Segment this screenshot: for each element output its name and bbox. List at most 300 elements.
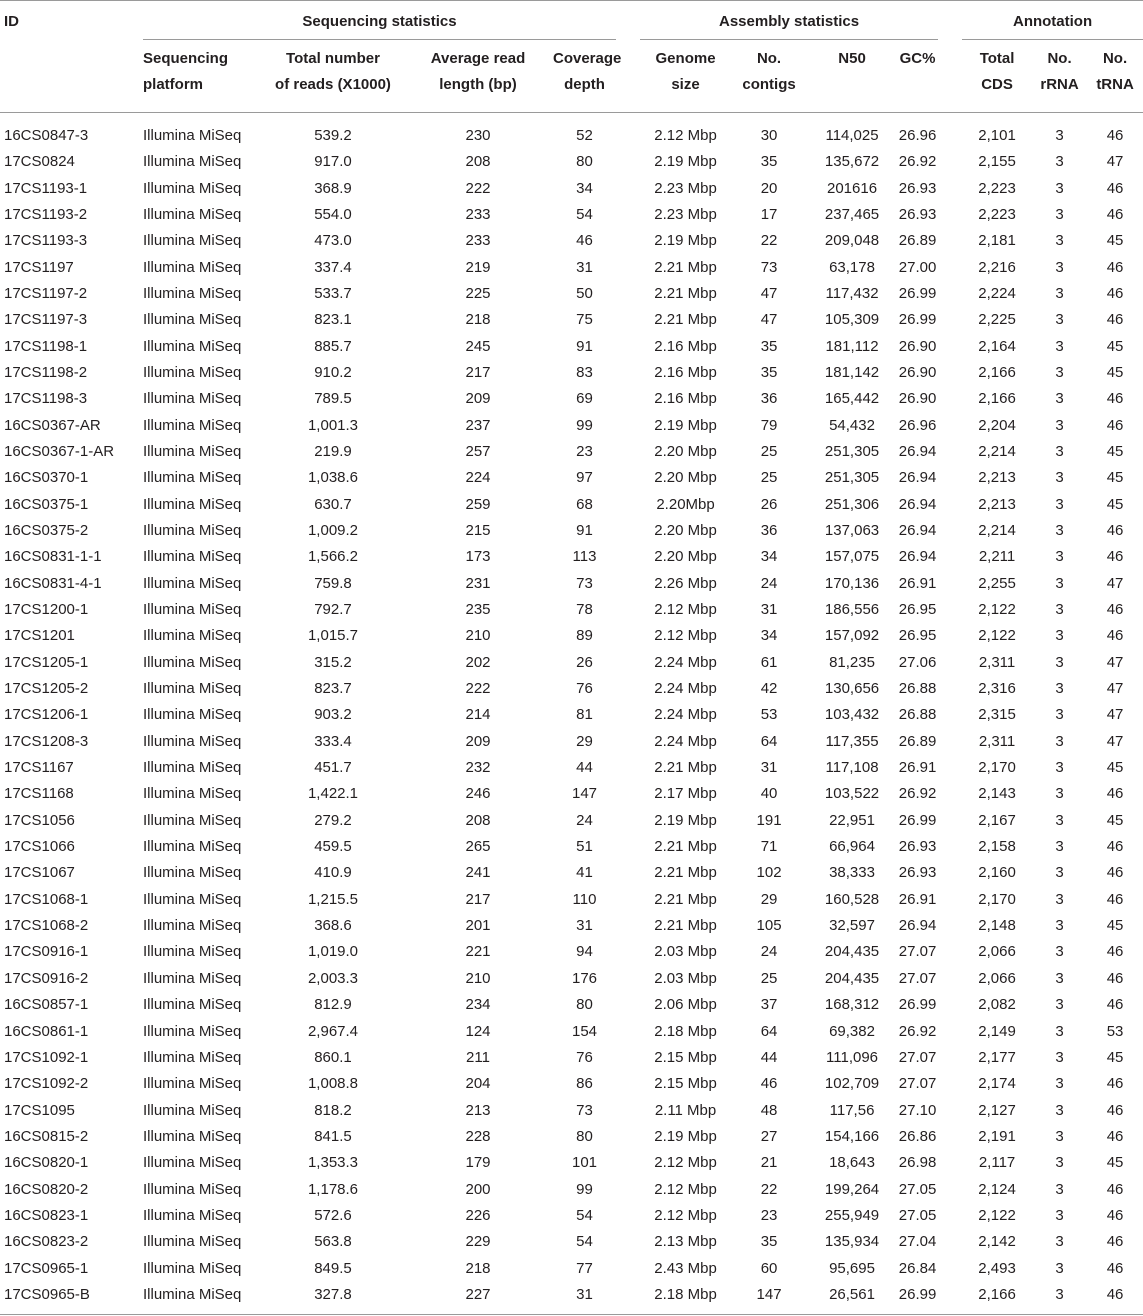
cell-id: 17CS0824: [4, 153, 75, 171]
cell-total-reads: 885.7: [314, 337, 352, 355]
cell-average-read-length: 204: [465, 1075, 491, 1093]
cell-average-read-length: 211: [466, 1048, 490, 1066]
table-row: [0, 807, 1143, 833]
cell-average-read-length: 237: [465, 416, 491, 434]
cell-gc-percent: 26.93: [898, 838, 937, 856]
cell-genome-size: 2.19 Mbp: [654, 153, 717, 171]
cell-gc-percent: 27.07: [898, 1075, 937, 1093]
cell-no-trna: 46: [1106, 416, 1124, 434]
cell-no-rrna: 3: [1055, 785, 1064, 803]
cell-no-trna: 46: [1106, 1101, 1124, 1119]
cell-coverage-depth: 31: [553, 1281, 640, 1314]
cell-average-read-length: 218: [465, 1259, 491, 1277]
cell-average-read-length: 228: [465, 1127, 491, 1145]
cell-total-reads: 1,353.3: [307, 1154, 359, 1172]
cell-average-read-length: 222: [465, 179, 491, 197]
cell-id: 17CS1197: [4, 258, 74, 276]
cell-id: 17CS1205-1: [4, 653, 89, 671]
cell-no-trna: 46: [1106, 205, 1124, 223]
column-header-sequencing-platform: Sequencing platform: [143, 40, 263, 112]
table-row: [0, 491, 1143, 517]
cell-genome-size: 2.03 Mbp: [654, 943, 717, 961]
cell-id: 16CS0823-2: [4, 1233, 89, 1251]
cell-no-trna: 46: [1106, 627, 1124, 645]
table-row: [0, 992, 1143, 1018]
cell-total-cds: 2,166: [978, 390, 1016, 408]
cell-total-cds: 2,493: [978, 1259, 1016, 1277]
cell-sequencing-platform: Illumina MiSeq: [143, 1206, 242, 1224]
cell-total-cds: 2,216: [978, 258, 1016, 276]
id-column-header: ID: [4, 13, 19, 30]
cell-total-reads: 219.9: [314, 442, 352, 460]
cell-total-reads: 368.9: [314, 179, 352, 197]
cell-n50: 181,142: [824, 363, 880, 381]
cell-total-cds: 2,213: [978, 495, 1016, 513]
cell-n50: 237,465: [824, 205, 880, 223]
cell-total-cds: 2,225: [978, 311, 1016, 329]
cell-id: 16CS0375-2: [4, 521, 89, 539]
cell-no-contigs: 61: [760, 653, 778, 671]
cell-id: 17CS1205-2: [4, 680, 89, 698]
cell-sequencing-platform: Illumina MiSeq: [143, 969, 242, 987]
cell-genome-size: 2.18 Mbp: [654, 1022, 717, 1040]
cell-coverage-depth: 41: [576, 864, 593, 882]
cell-coverage-depth: 91: [576, 337, 593, 355]
cell-n50: 22,951: [829, 811, 875, 829]
cell-total-reads: 1,566.2: [307, 548, 359, 566]
cell-no-contigs: 35: [760, 363, 778, 381]
cell-gc-percent: 27.06: [898, 653, 937, 671]
cell-genome-size: 2.24 Mbp: [654, 653, 717, 671]
cell-genome-size: 2.20 Mbp: [654, 442, 717, 460]
cell-genome-size: 2.23 Mbp: [654, 179, 717, 197]
cell-no-trna: 46: [1106, 1075, 1124, 1093]
cell-sequencing-platform: Illumina MiSeq: [143, 574, 242, 592]
cell-average-read-length: 259: [465, 495, 491, 513]
cell-no-contigs: 46: [760, 1075, 778, 1093]
cell-total-reads: 1,008.8: [307, 1075, 359, 1093]
table-row: [0, 939, 1143, 965]
cell-genome-size: 2.20Mbp: [656, 495, 715, 513]
cell-average-read-length: 215: [465, 521, 491, 539]
table-row: [0, 386, 1143, 412]
cell-genome-size: 2.03 Mbp: [654, 969, 717, 987]
cell-n50: 160,528: [824, 890, 880, 908]
cell-coverage-depth: 31: [576, 258, 593, 276]
cell-id: 17CS1168: [4, 785, 74, 803]
cell-id: 17CS1068-2: [4, 917, 89, 935]
cell-sequencing-platform: Illumina MiSeq: [143, 890, 242, 908]
cell-gc-percent: 26.90: [898, 363, 937, 381]
cell-no-contigs: 24: [760, 943, 778, 961]
cell-no-rrna: 3: [1055, 811, 1064, 829]
cell-no-contigs: 64: [760, 1022, 778, 1040]
cell-total-cds: 2,117: [978, 1154, 1016, 1172]
cell-id: 16CS0857-1: [4, 996, 89, 1014]
cell-average-read-length: 265: [465, 838, 491, 856]
cell-coverage-depth: 81: [576, 706, 593, 724]
cell-genome-size: 2.11 Mbp: [654, 1101, 717, 1119]
cell-no-rrna: 3: [1055, 1233, 1064, 1251]
cell-no-rrna: 3: [1055, 232, 1064, 250]
cell-total-reads: 368.6: [314, 917, 352, 935]
cell-id: 17CS0916-2: [4, 969, 89, 987]
cell-gc-percent: 26.94: [898, 442, 937, 460]
cell-coverage-depth: 99: [576, 416, 593, 434]
cell-average-read-length: 209: [465, 732, 491, 750]
cell-no-rrna: 3: [1055, 969, 1064, 987]
cell-average-read-length: 200: [465, 1180, 491, 1198]
cell-coverage-depth: 110: [572, 890, 597, 908]
cell-no-trna: 45: [1106, 1154, 1124, 1172]
table-row: [0, 728, 1143, 754]
cell-gc-percent: 26.90: [898, 337, 937, 355]
cell-no-rrna: 3: [1055, 416, 1064, 434]
cell-no-contigs: 35: [760, 1233, 778, 1251]
cell-n50: 117,56: [829, 1101, 875, 1119]
cell-average-read-length: 224: [465, 469, 491, 487]
cell-gc-percent: 26.93: [898, 864, 937, 882]
cell-sequencing-platform: Illumina MiSeq: [143, 258, 242, 276]
cell-average-read-length: 234: [465, 996, 491, 1014]
cell-genome-size: 2.21 Mbp: [654, 864, 717, 882]
cell-gc-percent: 26.99: [897, 1281, 962, 1314]
cell-no-trna: 46: [1106, 548, 1124, 566]
cell-no-trna: 45: [1106, 759, 1124, 777]
cell-sequencing-platform: Illumina MiSeq: [143, 363, 242, 381]
group-header-row: [0, 1, 1143, 41]
cell-no-contigs: 29: [760, 890, 778, 908]
cell-sequencing-platform: Illumina MiSeq: [143, 1048, 242, 1066]
cell-n50: 255,949: [824, 1206, 880, 1224]
cell-sequencing-platform: Illumina MiSeq: [143, 1233, 242, 1251]
cell-no-trna: 46: [1106, 311, 1124, 329]
cell-sequencing-platform: Illumina MiSeq: [143, 1075, 242, 1093]
cell-coverage-depth: 29: [576, 732, 593, 750]
cell-average-read-length: 219: [465, 258, 491, 276]
cell-average-read-length: 229: [465, 1233, 491, 1251]
cell-no-rrna: 3: [1055, 838, 1064, 856]
cell-average-read-length: 218: [465, 311, 491, 329]
cell-no-contigs: 44: [760, 1048, 778, 1066]
cell-no-rrna: 3: [1055, 153, 1064, 171]
cell-n50: 165,442: [824, 390, 880, 408]
cell-id: 16CS0831-1-1: [4, 548, 102, 566]
cell-genome-size: 2.12 Mbp: [654, 601, 717, 619]
cell-no-trna: 46: [1106, 1180, 1124, 1198]
cell-no-contigs: 48: [760, 1101, 778, 1119]
cell-gc-percent: 26.91: [898, 574, 937, 592]
cell-n50: 81,235: [829, 653, 875, 671]
cell-gc-percent: 27.04: [898, 1233, 937, 1251]
cell-coverage-depth: 78: [576, 601, 593, 619]
cell-no-rrna: 3: [1055, 1101, 1064, 1119]
table-row: [0, 1150, 1143, 1176]
cell-average-read-length: 217: [465, 363, 491, 381]
cell-coverage-depth: 52: [576, 127, 593, 144]
table-row: [0, 781, 1143, 807]
cell-no-rrna: 3: [1055, 1075, 1064, 1093]
cell-total-reads: 812.9: [314, 996, 352, 1014]
cell-total-cds: 2,101: [978, 127, 1016, 144]
cell-no-rrna: 3: [1055, 127, 1064, 144]
cell-no-trna: 46: [1106, 601, 1124, 619]
cell-no-trna: 46: [1106, 1206, 1124, 1224]
cell-gc-percent: 26.94: [898, 548, 937, 566]
cell-id: 17CS1208-3: [4, 732, 89, 750]
cell-gc-percent: 26.88: [898, 680, 937, 698]
cell-no-trna: 46: [1106, 890, 1124, 908]
cell-total-reads: 327.8: [263, 1281, 403, 1314]
cell-no-trna: 47: [1106, 680, 1124, 698]
cell-total-reads: 1,038.6: [307, 469, 359, 487]
cell-total-reads: 1,009.2: [307, 521, 359, 539]
cell-gc-percent: 27.07: [898, 1048, 937, 1066]
cell-total-reads: 554.0: [314, 205, 352, 223]
cell-sequencing-platform: Illumina MiSeq: [143, 205, 242, 223]
cell-sequencing-platform: Illumina MiSeq: [143, 179, 242, 197]
cell-sequencing-platform: Illumina MiSeq: [143, 469, 242, 487]
cell-total-reads: 1,019.0: [307, 943, 359, 961]
cell-coverage-depth: 80: [576, 153, 593, 171]
cell-gc-percent: 26.89: [898, 732, 937, 750]
cell-sequencing-platform: Illumina MiSeq: [143, 1101, 242, 1119]
cell-no-rrna: 3: [1055, 1259, 1064, 1277]
cell-gc-percent: 26.93: [898, 179, 937, 197]
cell-no-rrna: 3: [1055, 1127, 1064, 1145]
cell-gc-percent: 26.92: [898, 153, 937, 171]
cell-average-read-length: 230: [465, 127, 491, 144]
column-header-average-read-length: Average read length (bp): [403, 40, 553, 112]
cell-no-trna: 45: [1106, 232, 1124, 250]
cell-total-cds: 2,122: [978, 1206, 1016, 1224]
table-row: [0, 112, 1143, 149]
cell-total-cds: 2,204: [978, 416, 1016, 434]
cell-no-trna: 46: [1106, 1259, 1124, 1277]
cell-id: 17CS1167: [4, 759, 74, 777]
cell-n50: 181,112: [825, 337, 879, 355]
cell-no-contigs: 79: [760, 416, 778, 434]
cell-sequencing-platform: Illumina MiSeq: [143, 1259, 242, 1277]
table-header: [0, 1, 1143, 113]
cell-no-trna: 46: [1106, 1233, 1124, 1251]
cell-average-read-length: 179: [465, 1154, 491, 1172]
cell-coverage-depth: 73: [576, 574, 593, 592]
cell-average-read-length: 201: [465, 917, 491, 935]
cell-total-reads: 903.2: [314, 706, 352, 724]
cell-no-contigs: 30: [760, 127, 778, 144]
cell-no-trna: 45: [1106, 442, 1124, 460]
cell-no-contigs: 31: [760, 759, 778, 777]
cell-average-read-length: 124: [465, 1022, 491, 1040]
cell-gc-percent: 26.95: [898, 601, 937, 619]
cell-coverage-depth: 54: [576, 1206, 593, 1224]
table-row: [0, 754, 1143, 780]
cell-total-cds: 2,223: [978, 205, 1016, 223]
cell-gc-percent: 26.94: [898, 495, 937, 513]
cell-no-trna: 46: [1106, 969, 1124, 987]
cell-genome-size: 2.21 Mbp: [654, 759, 717, 777]
cell-no-contigs: 23: [760, 1206, 778, 1224]
cell-n50: 154,166: [824, 1127, 880, 1145]
cell-total-reads: 1,215.5: [307, 890, 359, 908]
cell-total-cds: 2,170: [978, 759, 1016, 777]
cell-no-trna: 46: [1087, 1281, 1143, 1314]
cell-coverage-depth: 86: [576, 1075, 593, 1093]
cell-no-contigs: 26: [760, 495, 778, 513]
cell-total-reads: 789.5: [314, 390, 352, 408]
column-header-total-cds: Total CDS: [962, 40, 1032, 112]
cell-id: 16CS0861-1: [4, 1022, 89, 1040]
cell-genome-size: 2.12 Mbp: [654, 1206, 717, 1224]
cell-total-cds: 2,155: [978, 153, 1016, 171]
cell-id: 17CS1095: [4, 1101, 75, 1119]
cell-total-cds: 2,124: [978, 1180, 1016, 1198]
cell-gc-percent: 26.94: [898, 469, 937, 487]
table-row: [0, 333, 1143, 359]
table-row: [0, 965, 1143, 991]
cell-n50: 69,382: [829, 1022, 875, 1040]
cell-total-reads: 917.0: [314, 153, 352, 171]
cell-sequencing-platform: Illumina MiSeq: [143, 759, 242, 777]
cell-coverage-depth: 99: [576, 1180, 593, 1198]
cell-no-contigs: 102: [756, 864, 782, 882]
cell-total-reads: 630.7: [314, 495, 352, 513]
cell-genome-size: 2.24 Mbp: [654, 680, 717, 698]
cell-genome-size: 2.19 Mbp: [654, 811, 717, 829]
cell-total-cds: 2,148: [978, 917, 1016, 935]
cell-no-contigs: 25: [760, 969, 778, 987]
cell-n50: 38,333: [829, 864, 875, 882]
cell-sequencing-platform: Illumina MiSeq: [143, 284, 242, 302]
table-row: [0, 886, 1143, 912]
cell-sequencing-platform: Illumina MiSeq: [143, 996, 242, 1014]
cell-no-rrna: 3: [1055, 1022, 1064, 1040]
column-header-no-rrna: No. rRNA: [1032, 40, 1087, 112]
cell-no-rrna: 3: [1055, 284, 1064, 302]
cell-no-rrna: 3: [1055, 442, 1064, 460]
cell-total-reads: 792.7: [314, 601, 352, 619]
cell-n50: 170,136: [824, 574, 880, 592]
cell-id: 17CS1092-2: [4, 1075, 89, 1093]
cell-total-reads: 1,001.3: [307, 416, 359, 434]
cell-total-cds: 2,167: [978, 811, 1016, 829]
cell-sequencing-platform: Illumina MiSeq: [143, 732, 242, 750]
table-row: [0, 1176, 1143, 1202]
cell-coverage-depth: 46: [576, 232, 593, 250]
cell-id: 17CS1197-3: [4, 311, 88, 329]
cell-no-trna: 47: [1106, 153, 1124, 171]
cell-id: 17CS1193-2: [4, 205, 88, 223]
cell-coverage-depth: 73: [576, 1101, 593, 1119]
cell-genome-size: 2.21 Mbp: [654, 917, 717, 935]
cell-sequencing-platform: Illumina MiSeq: [143, 442, 242, 460]
table-row: [0, 254, 1143, 280]
cell-no-contigs: 36: [760, 390, 778, 408]
column-header-row: [0, 40, 1143, 112]
cell-gc-percent: 26.99: [898, 811, 937, 829]
cell-gc-percent: 27.05: [898, 1180, 937, 1198]
cell-no-rrna: 3: [1055, 495, 1064, 513]
cell-no-rrna: 3: [1055, 917, 1064, 935]
cell-genome-size: 2.20 Mbp: [654, 521, 717, 539]
cell-no-contigs: 64: [760, 732, 778, 750]
cell-id: 17CS1197-2: [4, 284, 88, 302]
cell-genome-size: 2.24 Mbp: [654, 706, 717, 724]
cell-genome-size: 2.12 Mbp: [654, 627, 717, 645]
cell-coverage-depth: 101: [572, 1154, 598, 1172]
cell-no-contigs: 34: [760, 548, 778, 566]
cell-sequencing-platform: Illumina MiSeq: [143, 1180, 242, 1198]
cell-no-rrna: 3: [1055, 1154, 1064, 1172]
cell-sequencing-platform: Illumina MiSeq: [143, 127, 242, 144]
cell-total-cds: 2,158: [978, 838, 1016, 856]
cell-no-contigs: 22: [760, 232, 778, 250]
cell-id: 17CS1066: [4, 838, 75, 856]
cell-no-rrna: 3: [1055, 601, 1064, 619]
table-row: [0, 544, 1143, 570]
cell-total-cds: 2,166: [978, 363, 1016, 381]
cell-total-cds: 2,149: [978, 1022, 1016, 1040]
cell-coverage-depth: 77: [576, 1259, 593, 1277]
cell-genome-size: 2.12 Mbp: [654, 1154, 717, 1172]
cell-average-read-length: 213: [465, 1101, 491, 1119]
cell-genome-size: 2.19 Mbp: [654, 232, 717, 250]
cell-sequencing-platform: Illumina MiSeq: [143, 1127, 242, 1145]
cell-no-trna: 47: [1106, 574, 1124, 592]
cell-coverage-depth: 97: [576, 469, 593, 487]
column-header-n50: N50: [807, 40, 897, 112]
cell-n50: 251,305: [824, 469, 880, 487]
cell-total-reads: 459.5: [314, 838, 352, 856]
cell-total-cds: 2,166: [962, 1281, 1032, 1314]
cell-no-contigs: 40: [760, 785, 778, 803]
cell-sequencing-platform: Illumina MiSeq: [143, 1154, 242, 1172]
cell-average-read-length: 208: [465, 811, 491, 829]
cell-gc-percent: 26.90: [898, 390, 937, 408]
cell-id: 16CS0375-1: [4, 495, 89, 513]
cell-average-read-length: 202: [465, 653, 491, 671]
cell-no-trna: 46: [1106, 996, 1124, 1014]
table-row: [0, 438, 1143, 464]
cell-id: 17CS1198-2: [4, 363, 88, 381]
cell-id: 16CS0370-1: [4, 469, 89, 487]
cell-no-contigs: 20: [760, 179, 778, 197]
table-row: [0, 649, 1143, 675]
cell-no-rrna: 3: [1055, 890, 1064, 908]
table-row: [0, 675, 1143, 701]
cell-total-reads: 1,178.6: [307, 1180, 359, 1198]
cell-genome-size: 2.23 Mbp: [654, 205, 717, 223]
cell-no-rrna: 3: [1055, 680, 1064, 698]
table-row: [0, 201, 1143, 227]
cell-total-reads: 759.8: [314, 574, 352, 592]
cell-genome-size: 2.15 Mbp: [654, 1075, 717, 1093]
cell-n50: 204,435: [824, 969, 880, 987]
cell-total-cds: 2,315: [978, 706, 1016, 724]
cell-total-cds: 2,311: [978, 653, 1016, 671]
cell-total-cds: 2,174: [978, 1075, 1016, 1093]
column-header-gc-percent: GC%: [897, 40, 962, 112]
cell-no-trna: 45: [1106, 337, 1124, 355]
cell-no-rrna: 3: [1055, 179, 1064, 197]
cell-no-rrna: 3: [1055, 469, 1064, 487]
cell-n50: 54,432: [829, 416, 875, 434]
cell-total-cds: 2,316: [978, 680, 1016, 698]
cell-genome-size: 2.17 Mbp: [654, 785, 717, 803]
cell-sequencing-platform: Illumina MiSeq: [143, 838, 242, 856]
cell-coverage-depth: 76: [576, 680, 593, 698]
